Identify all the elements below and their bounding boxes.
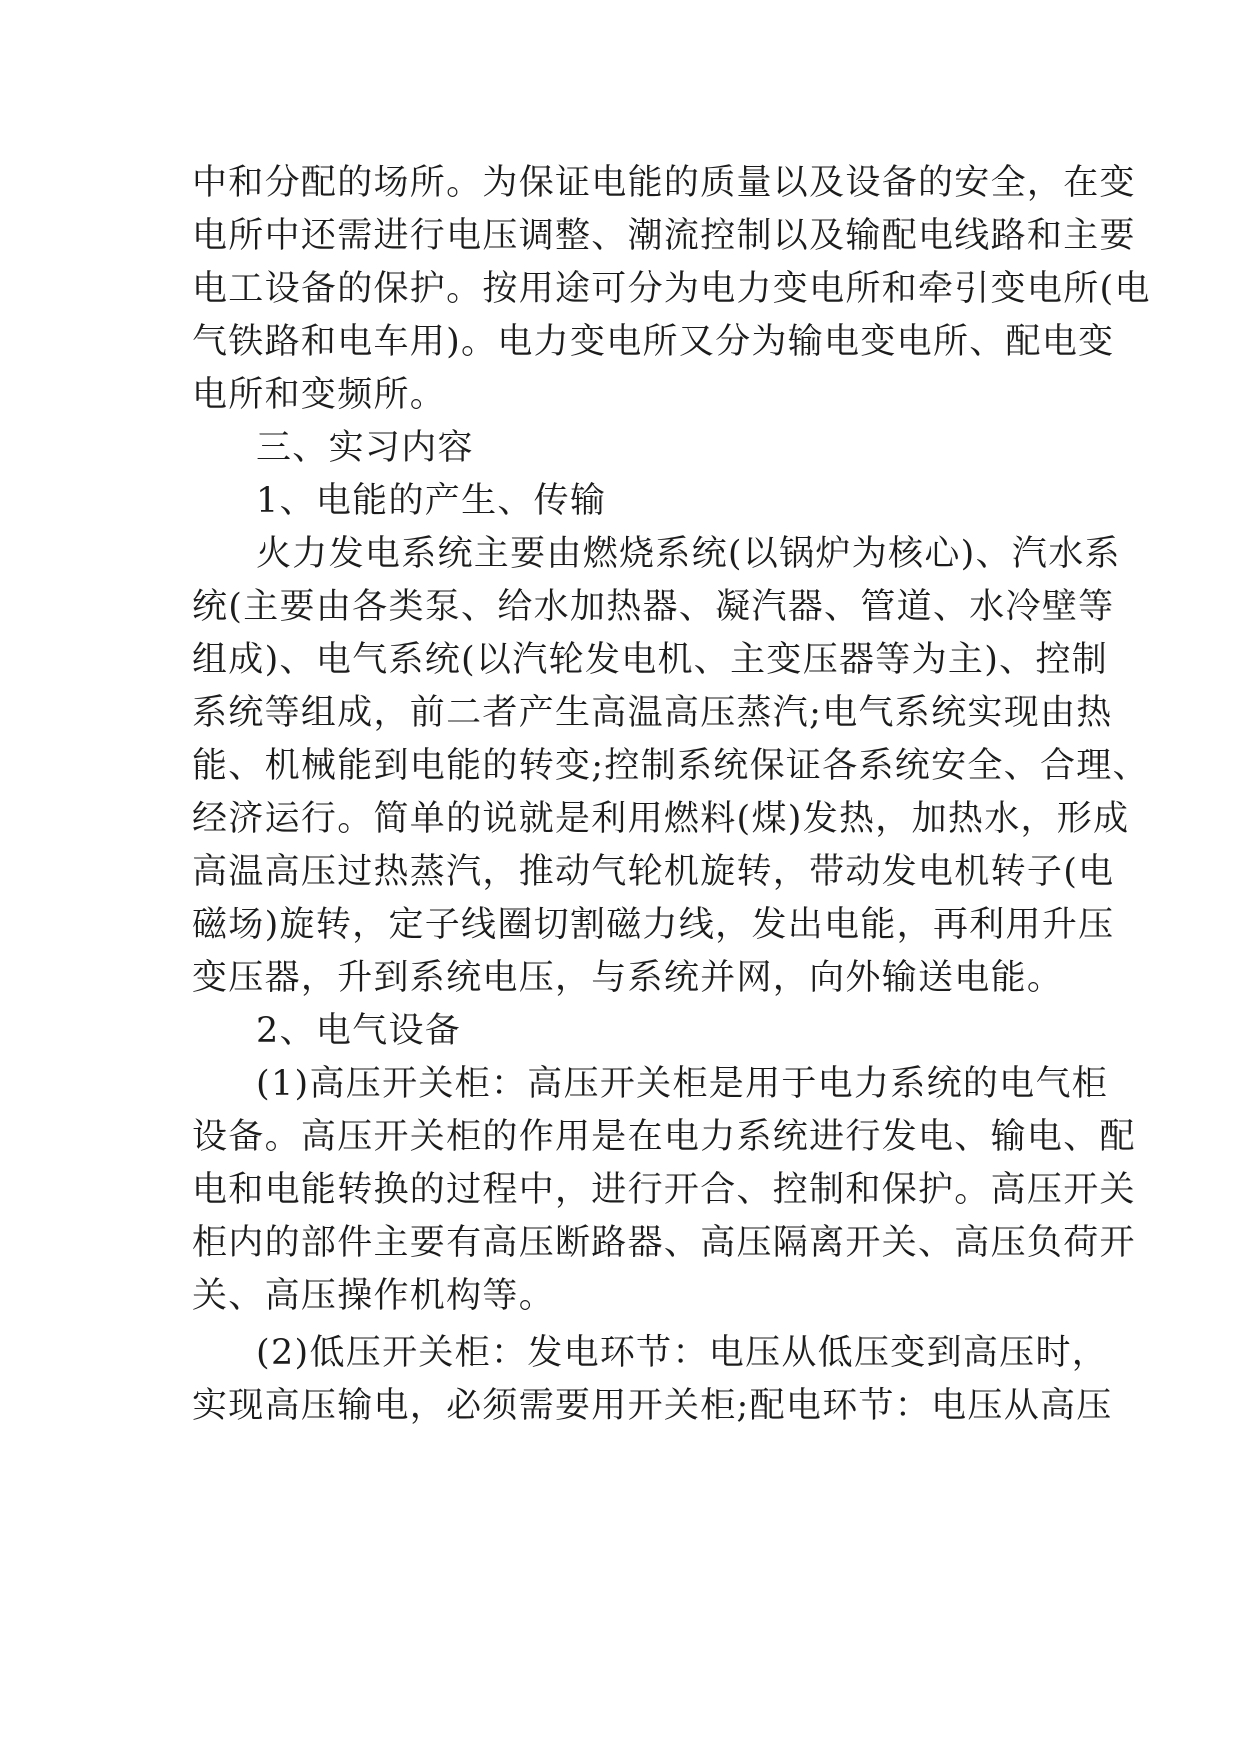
text-line: 关、高压操作机构等。: [192, 1276, 556, 1316]
text-line: 实现高压输电，必须需要用开关柜;配电环节：电压从高压: [192, 1386, 1113, 1426]
text-line: 经济运行。简单的说就是利用燃料(煤)发热，加热水，形成: [192, 799, 1130, 839]
text-line: 气铁路和电车用)。电力变电所又分为输电变电所、配电变: [192, 322, 1115, 362]
text-line: 统(主要由各类泵、给水加热器、凝汽器、管道、水冷壁等: [192, 587, 1115, 627]
text-line: 高温高压过热蒸汽，推动气轮机旋转，带动发电机转子(电: [192, 852, 1115, 892]
text-line: 电所和变频所。: [192, 375, 447, 415]
text-line: (2)低压开关柜：发电环节：电压从低压变到高压时，: [256, 1333, 1109, 1373]
text-line: 能、机械能到电能的转变;控制系统保证各系统安全、合理、: [192, 746, 1149, 786]
subsection-heading: 2、电气设备: [256, 1011, 462, 1051]
section-heading: 三、实习内容: [256, 428, 474, 468]
text-line: 电所中还需进行电压调整、潮流控制以及输配电线路和主要: [192, 216, 1136, 256]
text-line: 火力发电系统主要由燃烧系统(以锅炉为核心)、汽水系: [256, 534, 1121, 574]
text-line: 设备。高压开关柜的作用是在电力系统进行发电、输电、配: [192, 1117, 1136, 1157]
text-line: 中和分配的场所。为保证电能的质量以及设备的安全，在变: [192, 163, 1136, 203]
text-line: 电工设备的保护。按用途可分为电力变电所和牵引变电所(电: [192, 269, 1151, 309]
subsection-heading: 1、电能的产生、传输: [256, 481, 607, 521]
text-line: 柜内的部件主要有高压断路器、高压隔离开关、高压负荷开: [192, 1223, 1136, 1263]
text-line: 磁场)旋转，定子线圈切割磁力线，发出电能，再利用升压: [192, 905, 1115, 945]
text-line: 变压器，升到系统电压，与系统并网，向外输送电能。: [192, 958, 1064, 998]
text-line: 电和电能转换的过程中，进行开合、控制和保护。高压开关: [192, 1170, 1136, 1210]
text-line: (1)高压开关柜：高压开关柜是用于电力系统的电气柜: [256, 1064, 1109, 1104]
text-line: 系统等组成，前二者产生高温高压蒸汽;电气系统实现由热: [192, 693, 1113, 733]
text-line: 组成)、电气系统(以汽轮发电机、主变压器等为主)、控制: [192, 640, 1109, 680]
